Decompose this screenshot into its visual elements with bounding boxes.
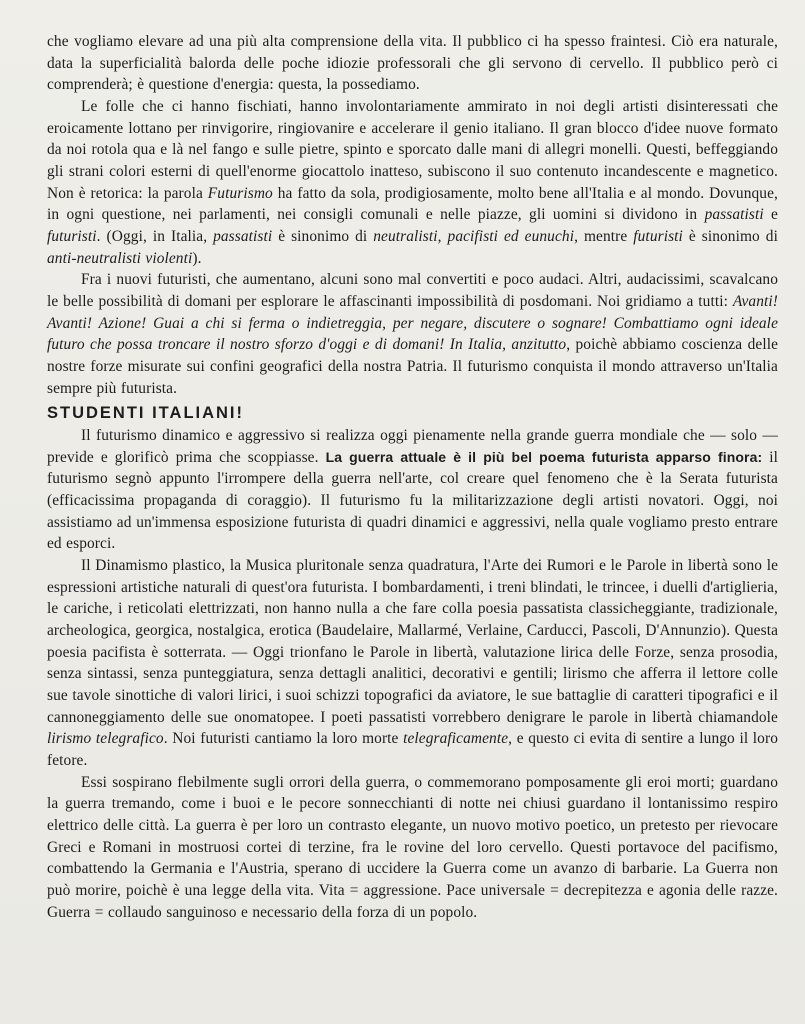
section-heading: STUDENTI ITALIANI! — [47, 404, 245, 423]
text-run: Essi sospirano flebilmente sugli orrori della guerra, o commemorano pomposamente gli eroi morti; guardano la guerra tremando, come i buoi e le pecore sonnecchianti di notte nei chiusi guardano il lontanissimo respiro elettrico delle città. La guerra è per loro un contrasto elegante, un nuovo motivo poetico, un pretesto per rievocare Greci e Romani in mostruosi cortei di terzine, fra le rovine del loro cervello. Questi portavoce del pacifismo, combattendo la Germania e l'Austria, sperano di uccidere la Guerra come un avanzo di barbarie. La Guerra non può morire, poichè è una legge della vita. Vita = aggressione. Pace universale = decrepitezza e agonia delle razze. Guerra = collaudo sanguinoso e necessario della forza di un popolo. — [47, 773, 778, 921]
paragraph — [47, 772, 778, 924]
text-column — [47, 31, 778, 923]
text-run: Il Dinamismo plastico, la Musica pluritonale senza quadratura, l'Arte dei Rumori e le Parole in libertà sono le espressioni artistiche naturali di quest'ora futurista. I bombardamenti, i treni blindati, le trincee, i duelli d'artiglieria, le cariche, i reticolati elettrizzati, non hanno nulla a che fare colla poesia passatista classicheggiante, tradizionale, archeologica, georgica, nostalgica, erotica (Baudelaire, Mallarmé, Verlaine, Carducci, Pascoli, D'Annunzio). Questa poesia pacifista è sotterrata. — Oggi trionfano le Parole in libertà, valutazione lirica delle Forze, senza prosodia, senza sintassi, senza punteggiatura, senza dettagli analitici, decorativi e gentili; lirismo che afferra il lettore colle sue tavole sinottiche di valori lirici, i suoi schizzi topografici da aviatore, le sue battaglie di caratteri tipografici e il cannoneggiamento delle sue onomatopee. I poeti passatisti vorrebbero denigrare le parole in libertà chiamandole — [47, 557, 778, 726]
italic-text: lirismo telegrafico — [47, 730, 164, 748]
text-run: il futurismo segnò appunto l'irrompere della guerra nell'arte, col creare quel fenomeno che è la Serata futurista (efficacissima propaganda di coraggio). Il futurismo fu la militarizzazione degli artisti novatori. Oggi, noi assistiamo ad un'immensa esposizione futurista di quadri dinamici e aggressivi, nella quale vogliamo presto entrare ed esporci. — [47, 448, 778, 553]
italic-text: passatisti — [213, 227, 273, 245]
body-text-bottom — [47, 425, 778, 923]
text-run: ). — [192, 249, 202, 267]
text-run: Fra i nuovi futuristi, che aumentano, alcuni sono mal convertiti e poco audaci. Altri, audacissimi, scavalcano le belle possibilità di domani per esplorare le affascinanti impossibilità di posdomani. Noi gridiamo a tutti: — [47, 271, 778, 310]
italic-text: futuristi — [633, 227, 683, 245]
bold-text: La guerra attuale è il più bel poema futurista apparso finora: — [325, 448, 763, 465]
text-run: , mentre — [574, 227, 634, 245]
italic-text: Avanti! Avanti! Azione! Guai a chi si ferma o indietreggia, per negare, discutere o sognare! Combattiamo ogni ideale futuro che possa troncare il nostro sforzo d'oggi e di domani! In Italia, anzitutto — [47, 292, 778, 354]
paragraph — [47, 425, 778, 555]
italic-text: passatisti — [704, 206, 764, 224]
italic-text: neutralisti, pacifisti ed eunuchi — [373, 227, 575, 245]
text-run: . (Oggi, in Italia, — [96, 227, 214, 245]
text-run: ha fatto da sola, prodigiosamente, molto bene all'Italia e al mondo. Dovunque, in ogni questione, nei parlamenti, nei consigli comunali e nelle piazze, gli uomini si dividono in — [47, 184, 778, 224]
italic-text: futuristi — [47, 227, 97, 245]
text-run: e — [763, 206, 778, 224]
italic-text: anti-neutralisti violenti — [47, 249, 193, 267]
paragraph — [47, 269, 778, 399]
paragraph — [47, 96, 778, 269]
text-run: Il futurismo dinamico e aggressivo si realizza oggi pienamente nella grande guerra mondiale che — solo — previde e glorificò prima che scoppiasse. — [47, 427, 778, 466]
text-run: è sinonimo di — [682, 227, 778, 245]
italic-text: Futurismo — [207, 184, 273, 202]
paragraph — [47, 31, 778, 96]
paragraph — [47, 555, 778, 772]
text-run: Le folle che ci hanno fischiati, hanno involontariamente ammirato in noi degli artisti disinteressati che eroicamente lottano per rinvigorire, ringiovanire e accelerare il genio italiano. Il gran blocco d'idee nuove formato da noi rotola qua e là nel fango e sulle pietre, spinto e sporcato dalle mani di allegri monelli. Questi, beffeggiando gli strani colori esterni di quell'enorme giocattolo inatteso, subiscono il suo contenuto incandescente e magnetico. Non è retorica: la parola — [47, 97, 778, 202]
body-text-top — [47, 31, 778, 399]
italic-text: telegraficamente — [403, 730, 509, 748]
text-run: che vogliamo elevare ad una più alta comprensione della vita. Il pubblico ci ha spesso fraintesi. Ciò era naturale, data la superficialità balorda delle poche idiozie professorali che gli servono di cervello. Il pubblico però ci comprenderà; è questione d'energia: questa, la possediamo. — [47, 33, 778, 94]
text-run: è sinonimo di — [272, 227, 374, 245]
text-run: . Noi futuristi cantiamo la loro morte — [163, 730, 404, 748]
text-run: , e questo ci evita di sentire a lungo il loro fetore. — [47, 730, 778, 769]
text-run: , poichè abbiamo coscienza delle nostre forze misurate sui confini geografici della nostra Patria. Il futurismo conquista il mondo attraverso un'Italia sempre più futurista. — [47, 336, 778, 397]
